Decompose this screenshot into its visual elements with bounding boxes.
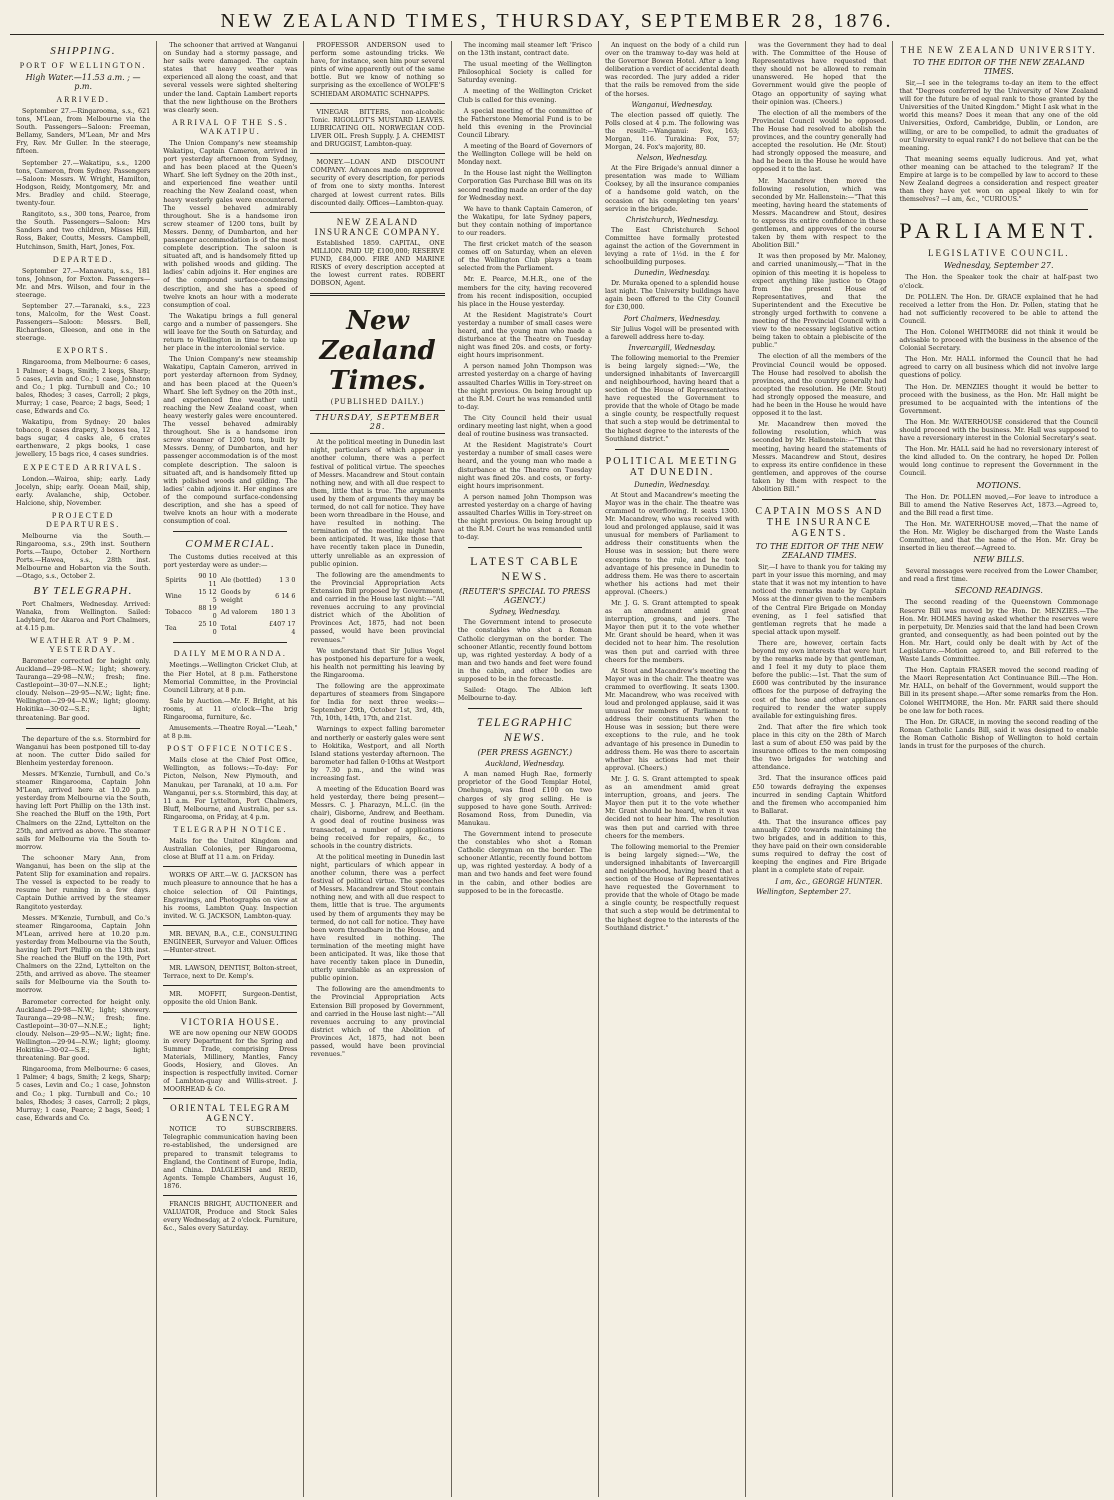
paragraph: Mr. E. Pearce, M.H.R., one of the members for the city, having recovered from his recent indisposition, occupied his place in the House yesterday. — [457, 275, 592, 308]
paragraph: Barometer corrected for height only. Auckland—29·98—N.W.; light; showery. Tauranga—29·98—N.W.; fresh; fine. Castlepoint—30·07—N.N.E.; light; cloudy. Nelson—29·95—N.W.; light; fine. Wellington—29·94—N.W.; light; gloomy. Hokitika—30·02—S.E.; light; threatening. Bar good. — [16, 997, 151, 1063]
table-cell: Goods by weight — [220, 588, 251, 605]
dateline: THURSDAY, SEPTEMBER 28. — [310, 410, 444, 434]
paragraph: The following memorial to the Premier is being largely signed:—"We, the undersigned inhabitants of Invercargill and neighbourhood, having heard that a section of the House of Representatives have requested the Government to provide that the whole of Otago be made a single county, be respectfully request that such a step would be detrimental to the highest degree to the interests of the Southland district." — [604, 353, 740, 443]
paragraph: Mr. J. G. S. Grant attempted to speak as an amendment amid great interruption, groans, and jeers. The Mayor then put it to the vote whether Mr. Grant should be heard, when it was decided not to hear him. The resolution was then put and carried with three cheers for the members. — [604, 598, 740, 664]
table-row — [163, 604, 297, 620]
paragraph: The Hon. the Speaker took the chair at half-past two o'clock. — [899, 273, 1099, 290]
university-heading: THE NEW ZEALAND UNIVERSITY. — [900, 45, 1097, 55]
table-cell: 90 10 11 — [198, 572, 217, 589]
paragraph: We understand that Sir Julius Vogel has postponed his departure for a week, his health not permitting his leaving by the Ringarooma. — [310, 646, 445, 679]
paragraph: There are, however, certain facts beyond my own interests that were hurt by the remarks made by that gentleman, and I feel it my duty to place them before the public:—1st. That the sum of £600 was contributed by the insurance offices for the purpose of defraying the cost of the hose and other appliances required to render the water supply available for extinguishing fires. — [752, 638, 887, 720]
table-cell: Wine — [165, 592, 182, 601]
dateline: Nelson, Wednesday. — [636, 154, 708, 163]
paragraph: The Hon. Mr. WATERHOUSE considered that the Council should proceed with the business. Mr. Hall was supposed to have a reversionary interest in the Colonial Secretary's seat. — [899, 417, 1099, 443]
newspaper-title: New Zealand Times. — [319, 306, 436, 397]
advertisement — [310, 103, 444, 148]
ad-text: Established 1859. CAPITAL, ONE MILLION. PAID UP, £100,000; RESERVE FUND, £84,000. FIRE AND MARINE RISKS of every description accepted at the lowest current rates. ROBERT DOBSON, Agent. — [310, 238, 445, 288]
paragraph: The first cricket match of the season comes off on Saturday, when an eleven of the Wellington Club plays a team selected from the Parliament. — [457, 240, 592, 273]
paragraph: The East Christchurch School Committee have formally protested against the action of the Government in levying a rate of 1½d. in the £ for schoolbuilding purposes. — [604, 225, 740, 267]
paragraph: The Customs duties received at this port yesterday were as under:— — [163, 553, 298, 570]
paragraph: The second reading of the Queenstown Commonage Reserve Bill was moved by the Hon. Dr. MENZIES.—The Hon. Mr. HOLMES having asked whether the reserves were in perpetuity, Dr. Menzies said that the land had been Crown granted, and consequently, as had been pointed out by the Hon. Mr. Hart, could only be dealt with by Act of the Legislature.—Motion agreed to, and Bill referred to the Waste Lands Committee. — [899, 598, 1099, 664]
column-7 — [893, 41, 1104, 1497]
advertisement — [163, 925, 297, 954]
advertisement — [163, 1012, 297, 1094]
paragraph: Ringarooma, from Melbourne: 6 cases, 1 Palmer; 4 bags, Smith; 2 kegs, Sharp; 5 cases, Levin and Co.; 1 case, Johnston and Co.; 1 pkg. Turnbull and Co.; 10 bales, Rhodes; 3 cases, Carroll; 2 pkgs, Murray; 1 case, Pearce; 2 bags, Seed; 1 case, Edwards and Co. — [16, 358, 151, 415]
paragraph: The following are the approximate departures of steamers from Singapore for India for next three weeks:—September 29th, October 1st, 3rd, 4th, 7th, 10th, 14th, 17th, and 21st. — [310, 681, 445, 723]
paragraph: A man named Hugh Rae, formerly proprietor of the Good Templar Hotel, Onehunga, was fined £100 on two charges of sly grog selling. He is supposed to have gone South. Arrived: Rosamond Ross, from Dunedin, via Manukau. — [457, 770, 592, 827]
paragraph: Sale by Auction.—Mr. F. Bright, at his rooms, at 11 o'clock—The brig Ringarooma, furniture, &c. — [163, 696, 298, 721]
paragraph: Warnings to expect falling barometer and northerly or easterly gales were sent to Hokitika, Westport, and all North Island stations yesterday afternoon. The barometer had fallen 0·10ths at Westport by 7.30 p.m., and the wind was increasing fast. — [310, 725, 445, 782]
table-row — [163, 588, 297, 604]
advertisement — [310, 153, 444, 207]
ad-text: MR. LAWSON, DENTIST, Bolton-street, Terrace, next to Dr. Kemp's. — [163, 964, 298, 981]
paragraph: Melbourne via the South.—Ringarooma, s.s., 29th inst. Southern Ports.—Taupo, October 2. Northern Ports.—Hawea, s.s., 28th inst. Melbourne and Hobarton via the South.—Otago, s.s., October 2. — [16, 531, 151, 581]
paragraph: At Stout and Macandrew's meeting the Mayor was in the chair. The theatre was crammed to overflowing. It seats 1300. Mr. Macandrew, who was received with loud and prolonged applause, said it was unusual for members of Parliament to address their constituents when the House was in session; but there were exceptions to the rule, and he took advantage of his presence in Dunedin to address them. He was there to ascertain whether his actions had met their approval. (Cheers.) — [604, 490, 740, 596]
dateline: Dunedin, Wednesday. — [634, 269, 710, 278]
paragraph: The following are the amendments to the Provincial Appropriation Acts Extension Bill proposed by Government, and carried in the House last night:—"All revenues accruing to any provincial district which of the Abolition of Provinces Act, 1875, had not been passed, would have been provincial revenues." — [310, 570, 445, 644]
paragraph: The Hon. Captain FRASER moved the second reading of the Maori Representation Act Continuance Bill.—The Hon. Mr. HALL, on behalf of the Government, would support the Bill in its present shape.—After some remarks from the Hon. Colonel WHITMORE, the Hon. Mr. FARR said there should be one law for both races. — [899, 666, 1099, 715]
paragraph: Sir,—I have to thank you for taking my part in your issue this morning, and may state that it was not my intention to have noticed the remarks made by Captain Moss at the dinner given to the members of the Central Fire Brigade on Monday evening, as I feel satisfied that gentleman regrets that he made a special attack upon myself. — [752, 563, 887, 636]
column-5 — [599, 41, 746, 1497]
table-cell: Tea — [165, 624, 177, 633]
dateline: Dunedin, Wednesday. — [634, 480, 710, 489]
ad-text: WORKS OF ART.—W. G. JACKSON has much pleasure to announce that he has a choice selection of Oil Paintings, Engravings, and Photographs on view at his rooms, Lambton Quay. Inspection invited. W. G. JACKSON, Lambton-quay. — [163, 871, 298, 920]
ad-title: VICTORIA HOUSE. — [180, 1016, 281, 1027]
commercial-heading: COMMERCIAL. — [185, 538, 276, 551]
table-cell: 88 19 0 — [198, 604, 217, 621]
political-meeting-heading: POLITICAL MEETING AT DUNEDIN. — [605, 455, 739, 478]
paragraph: Port Chalmers, Wednesday. Arrived: Wanaka, from Wellington. Sailed: Ladybird, for Akaroa and Port Chalmers, at 4.15 p.m. — [16, 599, 151, 632]
paragraph: A special meeting of the committee of the Fatherstone Memorial Fund is to be held this evening in the Provincial Council Library. — [457, 106, 592, 139]
paragraph: Several messages were received from the Lower Chamber, and read a first time. — [899, 567, 1099, 584]
divider — [909, 209, 1088, 210]
ad-title: NEW ZEALAND INSURANCE COMPANY. — [314, 216, 441, 237]
dateline: Wanganui, Wednesday. — [631, 100, 713, 109]
paragraph: The following memorial to the Premier is being largely signed:—"We, the undersigned inhabitants of Invercargill and neighbourhood, having heard that a section of the House of Representatives have requested the Government to provide that the whole of Otago be made a single county, be respectfully request that such a step would be detrimental to the highest degree to the interests of the Southland district." — [604, 842, 740, 932]
ad-text: NOTICE TO SUBSCRIBERS. Telegraphic communication having been re-established, the undersigned are prepared to transmit telegrams to England, the Continent of Europe, India, and China. DALGLEISH and REID, Agents. Temple Chambers, August 16, 1876. — [163, 1125, 298, 1190]
dateline: Sydney, Wednesday. — [489, 608, 561, 617]
ad-text: WE are now opening our NEW GOODS in every Department for the Spring and Summer Trade, comprising Dress Materials, Millinery, Mantles, Fancy Goods, Hosiery, and Gloves. An inspection is respectfully invited. Corner of Lambton-quay and Willis-street. J. MOORHEAD & Co. — [163, 1028, 298, 1094]
departed-heading: DEPARTED. — [52, 254, 114, 264]
telegraphic-news-subheading: (PER PRESS AGENCY.) — [477, 748, 573, 758]
paragraph: The Wakatipu brings a full general cargo and a number of passengers. She will leave for the South on Saturday, and return to Wellington in time to take up her place in the intercolonial service. — [163, 311, 298, 353]
divider — [615, 449, 729, 450]
paragraph: A meeting of the Wellington Cricket Club is called for this evening. — [457, 87, 592, 104]
table-cell: Tobacco — [165, 608, 192, 617]
paragraph: The schooner Mary Ann, from Wanganui, has been on the slip at the Patent Slip for examination and repairs. The vessel is expected to be ready to resume her running in a few days. Captain Duthie arrived by the steamer Rangitoto yesterday. — [16, 853, 151, 911]
advertisement — [310, 212, 444, 288]
signature: I am, &c., GEORGE HUNTER. — [775, 877, 883, 886]
paragraph: Sailed: Otago. The Albion left Melbourne to-day. — [457, 686, 592, 703]
second-readings-heading: SECOND READINGS. — [954, 586, 1043, 596]
paragraph: Mails for the United Kingdom and Australian Colonies, per Ringarooma, close at Bluff at 11 a.m. on Friday. — [163, 837, 298, 862]
dateline: Port Chalmers, Wednesday. — [623, 314, 721, 323]
paragraph: Mr. Macandrew then moved the following resolution, which was seconded by Mr. Hallenstein:—"That this meeting, having heard the statements of Messrs. Macandrew and Stout, desires to express its entire confidence in these gentlemen, and approves of the course taken by them with respect to the Abolition Bill." — [752, 420, 887, 493]
paragraph: Messrs. M'Kenzie, Turnbull, and Co.'s steamer Ringarooma, Captain John M'Lean, arrived here at 10.20 p.m. yesterday from Melbourne via the South, having left Port Phillip on the 13th inst. She reached the Bluff on the 19th, Port Chalmers on the 22nd, Lyttelton on the 25th, and arrived as above. The steamer sails for Melbourne via the South to-morrow. — [16, 913, 151, 995]
paragraph: September 27.—Ringarooma, s.s., 621 tons, M'Lean, from Melbourne via the South. Passengers—Saloon: Freeman, Bellamy, Sanders, M'Lean, Mr and Mrs Fry, Rev. Mr Guller. In the steerage, fifteen. — [16, 107, 151, 156]
paragraph: At the Resident Magistrate's Court yesterday a number of small cases were heard, and the young man who made a disturbance at the Theatre on Tuesday night was fined 20s. and costs, or forty-eight hours imprisonment. — [457, 441, 592, 490]
paragraph: London.—Wairoa, ship; early. Lady Jocelyn, ship; early. Ocean Mail, ship, early. Avalanche, ship, October. Halcione, ship, November. — [16, 474, 151, 507]
paragraph: Mr. J. G. S. Grant attempted to speak as an amendment amid great interruption, groans, and jeers. The Mayor then put it to the vote whether Mr. Grant should be heard, when it was decided not to hear him. The resolution was then put and carried with three cheers for the members. — [604, 774, 740, 840]
paragraph: The departure of the s.s. Stormbird for Wanganui has been postponed till to-day at noon. The cutter Dido sailed for Blenheim yesterday forenoon. — [16, 734, 151, 767]
table-cell: 25 10 0 — [198, 620, 217, 637]
advertisement — [163, 959, 297, 980]
paragraph: The Union Company's new steamship Wakatipu, Captain Cameron, arrived in port yesterday afternoon from Sydney, and has been placed at the Queen's Wharf. She left Sydney on the 20th inst., and experienced fine weather until reaching the New Zealand coast, when heavy westerly gales were encountered. The vessel behaved admirably throughout. She is a handsome iron screw steamer of 1200 tons, built by Messrs. Denny, of Dumbarton, and her passenger accommodation is of the most complete description. The saloon is situated aft, and is handsomely fitted up with polished woods and gilding. The ladies' cabin adjoins it. Her engines are of the compound surface-condensing description, and she has a speed of twelve knots an hour with a moderate consumption of coal. — [163, 138, 298, 309]
memoranda-heading: DAILY MEMORANDA. — [173, 649, 287, 659]
paragraph: The Hon. Dr. GRACE, in moving the second reading of the Roman Catholic Lands Bill, said it was designed to enable the Roman Catholic Bishop of Wellington to hold certain lands in trust for the purposes of the church. — [899, 717, 1099, 750]
cable-news-heading: LATEST CABLE NEWS. — [470, 554, 580, 584]
paragraph: The Hon. Mr. WATERHOUSE moved,—That the name of the Hon. Mr. Wigley be discharged from the Waste Lands Committee, and that the name of the Hon. Mr. Gray be inserted in lieu thereof.—Agreed to. — [899, 519, 1099, 553]
cable-news-subheading: (REUTER'S SPECIAL TO PRESS AGENCY.) — [459, 587, 591, 606]
paragraph: Dr. POLLEN. The Hon. Dr. GRACE explained that he had received a letter from the Hon. Dr. Pollen, stating that he had not sufficiently recovered to be able to attend the Council. — [899, 292, 1099, 325]
paragraph: The Government intend to prosecute the constables who shot a Roman Catholic clergyman on the border. The schooner Atlantic, recently found bottom up, was righted yesterday. A body of a man and two hands and feet were found in the cabin, and other bodies are supposed to be in the forecastle. — [457, 829, 592, 895]
telegraphic-news-heading: TELEGRAPHIC NEWS. — [476, 715, 573, 745]
paragraph: The usual meeting of the Wellington Philosophical Society is called for Saturday evening. — [457, 60, 592, 85]
table-row — [163, 620, 297, 636]
table-cell: 1 3 0 — [279, 576, 296, 585]
legislative-council-heading: LEGISLATIVE COUNCIL. — [927, 248, 1070, 259]
paragraph: The election of all the members of the Provincial Council would be opposed. The House had resolved to abolish the provinces, and the country generally had accepted the resolution. He (Mr. Stout) had strongly opposed the measure, and had he been in the House he would have opposed it to the last. — [752, 352, 887, 418]
divider — [468, 547, 582, 548]
advertisement — [163, 985, 297, 1006]
paragraph: The Hon. Mr. HALL said he had no reversionary interest of the kind alluded to. On the contrary, he hoped Dr. Pollen would long continue to represent the Government in the Council. — [899, 445, 1099, 478]
paragraph: Messrs. M'Kenzie, Turnbull, and Co.'s steamer Ringarooma, Captain John M'Lean, arrived here at 10.20 p.m. yesterday from Melbourne via the South, having left Port Phillip on the 13th inst. She reached the Bluff on the 19th, Port Chalmers on the 22nd, Lyttelton on the 25th, and arrived as above. The steamer sails for Melbourne via the South to-morrow. — [16, 770, 151, 851]
paragraph: Ringarooma, from Melbourne: 6 cases, 1 Palmer; 4 bags, Smith; 2 kegs, Sharp; 5 cases, Levin and Co.; 1 case, Johnston and Co.; 1 pkg. Turnbull and Co.; 10 bales, Rhodes; 3 cases, Carroll; 2 pkgs, Murray; 1 case, Pearce; 2 bags, Seed; 1 case, Edwards and Co. — [16, 1065, 151, 1122]
paragraph: Amusements.—Theatre Royal.—"Leah," at 8 p.m. — [163, 724, 298, 741]
paragraph: September 27.—Manawatu, s.s., 181 tons, Johnson, for Foxton. Passengers—Mr. and Mrs. Wilson, and four in the steerage. — [16, 266, 151, 299]
divider — [468, 708, 582, 709]
post-office-heading: POST OFFICE NOTICES. — [166, 744, 294, 754]
parliament-heading: PARLIAMENT. — [899, 218, 1099, 244]
paragraph: That meaning seems equally ludicrous. And yet, what other meaning can be attached to the telegram? If the Empire at large is to be compelled by law to accord to these New Zealand degrees a consideration and respect greater than they have yet won on appeal likely to win for themselves? —I am, &c., "CURIOUS." — [899, 154, 1099, 204]
paragraph: The City Council held their usual ordinary meeting last night, when a good deal of routine business was transacted. — [457, 413, 592, 439]
table-cell: Spirits — [165, 576, 187, 585]
captain-moss-heading: CAPTAIN MOSS AND THE INSURANCE AGENTS. — [755, 506, 884, 540]
weather-heading: WEATHER AT 9 P.M. YESTERDAY. — [30, 635, 137, 654]
new-bills-heading: NEW BILLS. — [973, 555, 1025, 565]
paragraph: Barometer corrected for height only. Auckland—29·98—N.W.; light; showery. Tauranga—29·98—N.W.; fresh; fine. Castlepoint—30·07—N.N.E.; light; cloudy. Nelson—29·95—N.W.; light; fine. Wellington—29·94—N.W.; light; gloomy. Hokitika—30·02—S.E.; light; threatening. Bar good. — [16, 656, 151, 722]
telegraph-notice-heading: TELEGRAPH NOTICE. — [173, 825, 288, 835]
paragraph: Meetings.—Wellington Cricket Club, at the Pier Hotel, at 8 p.m. Fatherstone Memorial Committee, in the Provincial Council Library, at 8 p.m. — [163, 661, 298, 694]
customs-table — [163, 572, 297, 636]
paragraph: An inquest on the body of a child run over on the tramway to-day was held at the Governor Bowen Hotel. After a long deliberation a verdict of accidental death was recorded. The jury added a rider that the rails be removed from the side of the horses. — [604, 41, 740, 98]
table-cell: Ad valorem — [220, 608, 258, 617]
paragraph: The election of all the members of the Provincial Council would be opposed. The House had resolved to abolish the provinces, and the country generally had accepted the resolution. He (Mr. Stout) had strongly opposed the measure, and had he been in the House he would have opposed it to the last. — [752, 108, 887, 174]
dateline: Christchurch, Wednesday. — [625, 215, 719, 224]
paragraph: The schooner that arrived at Wanganui on Sunday had a stormy passage, and her sails were damaged. The captain states that heavy weather was experienced all along the coast, and that several vessels were sighted sheltering under the land. Captain Lambert reports that the new lighthouse on the Brothers was clearly seen. — [163, 41, 298, 114]
table-cell: 180 1 3 — [271, 608, 296, 617]
paragraph: We have to thank Captain Cameron, of the Wakatipu, for late Sydney papers, but they contain nothing of importance to our readers. — [457, 204, 592, 237]
paragraph: A person named John Thompson was arrested yesterday on a charge of having assaulted Charles Willis in Tory-street on the night previous. On being brought up at the R.M. Court he was remanded until to-day. — [457, 362, 592, 411]
paragraph: The Hon. Mr. HALL informed the Council that he had agreed to carry on all business which did not involve large questions of policy. — [899, 355, 1099, 380]
table-cell: £407 17 4 — [269, 620, 296, 637]
section-title-shipping: SHIPPING. — [50, 45, 116, 57]
ad-text: MR. BEVAN, B.A., C.E., CONSULTING ENGINEER, Surveyor and Valuer. Offices—Hunter-street. — [163, 929, 298, 955]
paragraph: At the Fire Brigade's annual dinner a presentation was made to William Cooksey, by all the insurance companies of a handsome gold watch, on the occasion of his completing ten years' service in the brigade. — [604, 164, 740, 213]
column-6 — [746, 41, 893, 1497]
paragraph: At the Resident Magistrate's Court yesterday a number of small cases were heard, and the young man who made a disturbance at the Theatre on Tuesday night was fined 20s. and costs, or forty-eight hours imprisonment. — [457, 310, 592, 360]
paragraph: Wakatipu, from Sydney: 20 bales tobacco, 8 cases drapery, 3 boxes tea, 12 bags sugar, 4 casks ale, 6 crates earthenware, 2 pkgs books, 1 case jewellery, 15 bags rice, 4 cases sundries. — [16, 418, 151, 459]
paragraph: In the House last night the Wellington Corporation Gas Purchase Bill was on its second reading made an order of the day for Wednesday next. — [457, 169, 592, 202]
paragraph: It was then proposed by Mr. Maloney, and carried unanimously,—"That in the opinion of this meeting it is hopeless to expect anything like justice to Otago from the present House of Representatives, and that the Superintendent and the Executive be strongly urged forthwith to convene a meeting of the Provincial Council with a view to the necessary legislative action being taken to obtain a plebiscite of the public." — [752, 252, 887, 350]
paragraph: At the political meeting in Dunedin last night, particulars of which appear in another column, there was a perfect festival of political virtue. The speeches of Messrs. Macandrew and Stout contain nothing new, and with all due respect to them, little that is true. The arguments used by them of arguments they may be termed, do not call for notice. They have been worn threadbare in the House, and have resulted in nothing. The termination of the meeting might have been anticipated. It was, like those that have recently taken place in Dunedin, utterly unreliable as an expression of public opinion. — [310, 438, 445, 568]
masthead: NEW ZEALAND TIMES, THURSDAY, SEPTEMBER 28, 1876. — [10, 8, 1104, 35]
paragraph: The Government intend to prosecute the constables who shot a Roman Catholic clergyman on the border. The schooner Atlantic, recently found bottom up, was righted yesterday. A body of a man and two hands and feet were found in the cabin, and other bodies are supposed to be in the forecastle. — [457, 618, 592, 683]
column-2 — [157, 41, 304, 1497]
ad-title: ORIENTAL TELEGRAM AGENCY. — [170, 1103, 291, 1124]
paragraph: 4th. That the insurance offices pay annually £200 towards maintaining the two brigades, and in addition to this, they have paid on their own considerable sums required to defray the cost of keeping the engines and Fire Brigade plant in a complete state of repair. — [752, 817, 887, 875]
expected-heading: EXPECTED ARRIVALS. — [23, 462, 143, 472]
table-cell: 6 14 6 — [275, 592, 296, 601]
paragraph: was the Government they had to deal with. The Committee of the House of Representatives have requested that they should not be allowed to remain unanswered. He hoped that the Government would give the people of Otago an opportunity of saying what their opinion was. (Cheers.) — [752, 41, 887, 106]
arrived-heading: ARRIVED. — [56, 95, 110, 104]
advertisement — [163, 866, 297, 920]
divider — [26, 728, 140, 729]
ad-text: FRANCIS BRIGHT, AUCTIONEER and VALUATOR, Produce and Stock Sales every Wednesday, at 2 o'clock. Furniture, &c., Sales every Saturday. — [163, 1200, 298, 1233]
table-cell: Ale (bottled) — [220, 576, 262, 585]
port-heading: PORT OF WELLINGTON. — [19, 61, 147, 70]
paragraph: The election passed off quietly. The Polls closed at 4 p.m. The following was the result:—Wanganui: Fox, 163; Morgan, 116. Turakina: Fox, 57; Morgan, 24. Fox's majority, 80. — [604, 110, 740, 152]
paragraph: The incoming mail steamer left 'Frisco on the 13th instant, contract date. — [457, 41, 592, 58]
divider — [173, 642, 287, 643]
table-cell: Total — [220, 624, 237, 633]
columns — [10, 41, 1104, 1497]
ad-text: VINEGAR BITTERS, non-alcoholic Tonic. RIGOLLOT'S MUSTARD LEAVES. LUBRICATING OIL. NORWEGIAN COD-LIVER OIL. Fresh Supply. J. A. CHEMIST and DRUGGIST, Lambton-quay. — [310, 107, 445, 149]
paragraph: September 27.—Wakatipu, s.s., 1200 tons, Cameron, from Sydney. Passengers—Saloon: Messrs. W. Wright, Hamilton, Hodgson, Reidy, Montgomery, Mr. and Mrs. Bradley and child. Steerage, twenty-four. — [16, 158, 151, 208]
paragraph: 2nd. That after the fire which took place in this city on the 28th of March last a sum of about £50 was paid by the insurance offices to the men composing the two brigades for watching and attendance. — [752, 722, 887, 772]
column-3 — [304, 41, 451, 1497]
telegraph-heading: BY TELEGRAPH. — [33, 584, 133, 597]
paragraph: At the political meeting in Dunedin last night, particulars of which appear in another column, there was a perfect festival of political virtue. The speeches of Messrs. Macandrew and Stout contain nothing new, and with all due respect to them, little that is true. The arguments used by them of arguments they may be termed, do not call for notice. They have been worn threadbare in the House, and have resulted in nothing. The termination of the meeting might have been anticipated. It was, like those that have recently taken place in Dunedin, utterly unreliable as an expression of public opinion. — [310, 852, 445, 983]
paragraph: September 27.—Taranaki, s.s., 223 tons, Malcolm, for the West Coast. Passengers—Saloon: Messrs. Bell, Richardson, Gleeson, and one in the steerage. — [16, 301, 151, 343]
advertisement — [163, 1195, 297, 1232]
published-daily: (PUBLISHED DAILY.) — [330, 398, 425, 407]
divider — [762, 499, 876, 500]
paragraph: PROFESSOR ANDERSON used to perform some astounding tricks. We have, for instance, seen him pour several pints of wine apparently out of the same bottle. But we know of nothing so surprising as the excellence of WOLFE'S SCHIEDAM AROMATIC SCHNAPPS. — [310, 41, 445, 98]
dateline: Auckland, Wednesday. — [485, 760, 565, 769]
ad-text: MR. MOFFIT, Surgeon-Dentist, opposite the old Union Bank. — [163, 990, 298, 1007]
paragraph: Mails close at the Chief Post Office, Wellington, as follows:—To-day: For Picton, Nelson, New Plymouth, and Manukau, per Taranaki, at 10 a.m. For Wanganui, per s.s. Stormbird, this day, at 11 a.m. For Lyttelton, Port Chalmers, Bluff, Melbourne, and Australia, per s.s. Ringarooma, on Friday, at 4 p.m. — [163, 756, 298, 821]
arrival-heading: ARRIVAL OF THE S.S. WAKATIPU. — [171, 117, 289, 136]
paragraph: 3rd. That the insurance offices paid £50 towards defraying the expenses incurred in sending Captain Whitford and the firemen who accompanied him to Ballarat. — [752, 774, 887, 815]
paragraph: The Hon. Dr. MENZIES thought it would be better to proceed with the business, as the Hon. Mr. Hall might be presumed to be acquainted with the intentions of the Government. — [899, 382, 1099, 415]
projected-heading: PROJECTED DEPARTURES. — [45, 510, 121, 529]
paragraph: A person named John Thompson was arrested yesterday on a charge of having assaulted Charles Willis in Tory-street on the night previous. On being brought up at the R.M. Court he was remanded until to-day. — [457, 492, 592, 542]
motions-heading: MOTIONS. — [976, 480, 1021, 490]
paragraph: Rangitoto, s.s., 300 tons, Pearce, from the South. Passengers—Saloon: Mrs Sanders and two children, Misses Hill, Ross, Baker, Coutts, Messrs. Campbell, Hutchinson, Smith, Hart, Jones, Fox. — [16, 210, 151, 251]
tide-line: High Water.—11.53 a.m. ; — p.m. — [25, 73, 141, 91]
paragraph: Sir Julius Vogel will be presented with a farewell address here to-day. — [604, 324, 740, 341]
dateline: Invercargill, Wednesday. — [628, 343, 716, 352]
paragraph: A meeting of the Board of Governors of the Wellington College will be held on Monday next. — [457, 142, 592, 167]
paragraph: The Hon. Colonel WHITMORE did not think it would be advisable to proceed with the business in the absence of the Colonial Secretary. — [899, 327, 1099, 353]
paragraph: At Stout and Macandrew's meeting the Mayor was in the chair. The theatre was crammed to overflowing. It seats 1300. Mr. Macandrew, who was received with loud and prolonged applause, said it was unusual for members of Parliament to address their constituents when the House was in session; but there were exceptions to the rule, and he took advantage of his presence in Dunedin to address them. He was there to ascertain whether his actions had met their approval. (Cheers.) — [604, 666, 740, 772]
paragraph: The Union Company's new steamship Wakatipu, Captain Cameron, arrived in port yesterday afternoon from Sydney, and has been placed at the Queen's Wharf. She left Sydney on the 20th inst., and experienced fine weather until reaching the New Zealand coast, when heavy westerly gales were encountered. The vessel behaved admirably throughout. She is a handsome iron screw steamer of 1200 tons, built by Messrs. Denny, of Dumbarton, and her passenger accommodation is of the most complete description. The saloon is situated aft, and is handsomely fitted up with polished woods and gilding. The ladies' cabin adjoins it. Her engines are of the compound surface-condensing description, and she has a speed of twelve knots an hour with a moderate consumption of coal. — [163, 355, 298, 526]
table-cell: 15 12 5 — [198, 588, 217, 605]
paragraph: Dr. Muraka opened to a splendid house last night. The University buildings have again been offered to the City Council for £30,000. — [604, 279, 740, 312]
letter-subheading: TO THE EDITOR OF THE NEW ZEALAND TIMES. — [912, 58, 1085, 76]
paragraph: The following are the amendments to the Provincial Appropriation Acts Extension Bill proposed by Government, and carried in the House last night:—"All revenues accruing to any provincial district which of the Abolition of Provinces Act, 1875, had not been passed, would have been provincial revenues." — [310, 985, 445, 1059]
ad-text: MONEY.—LOAN AND DISCOUNT COMPANY. Advances made on approved security of every description, for periods of from one to sixty months. Interest charged at lowest current rates. Bills discounted daily. Offices—Lambton-quay. — [310, 158, 445, 207]
column-4 — [452, 41, 599, 1497]
paragraph: The Hon. Dr. POLLEN moved,—For leave to introduce a Bill to amend the Native Reserves Act, 1873.—Agreed to, and the Bill read a first time. — [899, 492, 1099, 517]
divider — [310, 293, 444, 296]
advertisement — [163, 1098, 297, 1190]
session-date: Wednesday, September 27. — [943, 261, 1054, 271]
letter-subheading: TO THE EDITOR OF THE NEW ZEALAND TIMES. — [755, 542, 883, 561]
divider — [173, 531, 287, 532]
exports-heading: EXPORTS. — [56, 346, 110, 356]
column-1 — [10, 41, 157, 1497]
table-row — [163, 572, 297, 588]
paragraph: Sir,—I see in the telegrams to-day an item to the effect that "Degrees conferred by the University of New Zealand will for the future be of equal rank to those granted by the Universities of the United Kingdom." Might I ask what in the world this means? Does it mean that any one of the old Universities, Oxford, Cambridge, Dublin, or London, are willing, or are to be compelled, to admit the graduates of our University to equal rank? I do not believe that can be the meaning. — [899, 79, 1099, 152]
paragraph: A meeting of the Education Board was held yesterday, there being present—Messrs. C. J. Pharazyn, M.L.C. (in the chair), Gisborne, Andrew, and Beetham. A good deal of routine business was transacted, a number of applications being received for repairs, &c., to schools in the country districts. — [310, 785, 445, 850]
paragraph: Mr. Macandrew then moved the following resolution, which was seconded by Mr. Hallenstein:—"That this meeting, having heard the statements of Messrs. Macandrew and Stout, desires to express its entire confidence in these gentlemen, and approves of the course taken by them with respect to the Abolition Bill." — [752, 176, 887, 250]
letter-date: Wellington, September 27. — [756, 887, 851, 896]
